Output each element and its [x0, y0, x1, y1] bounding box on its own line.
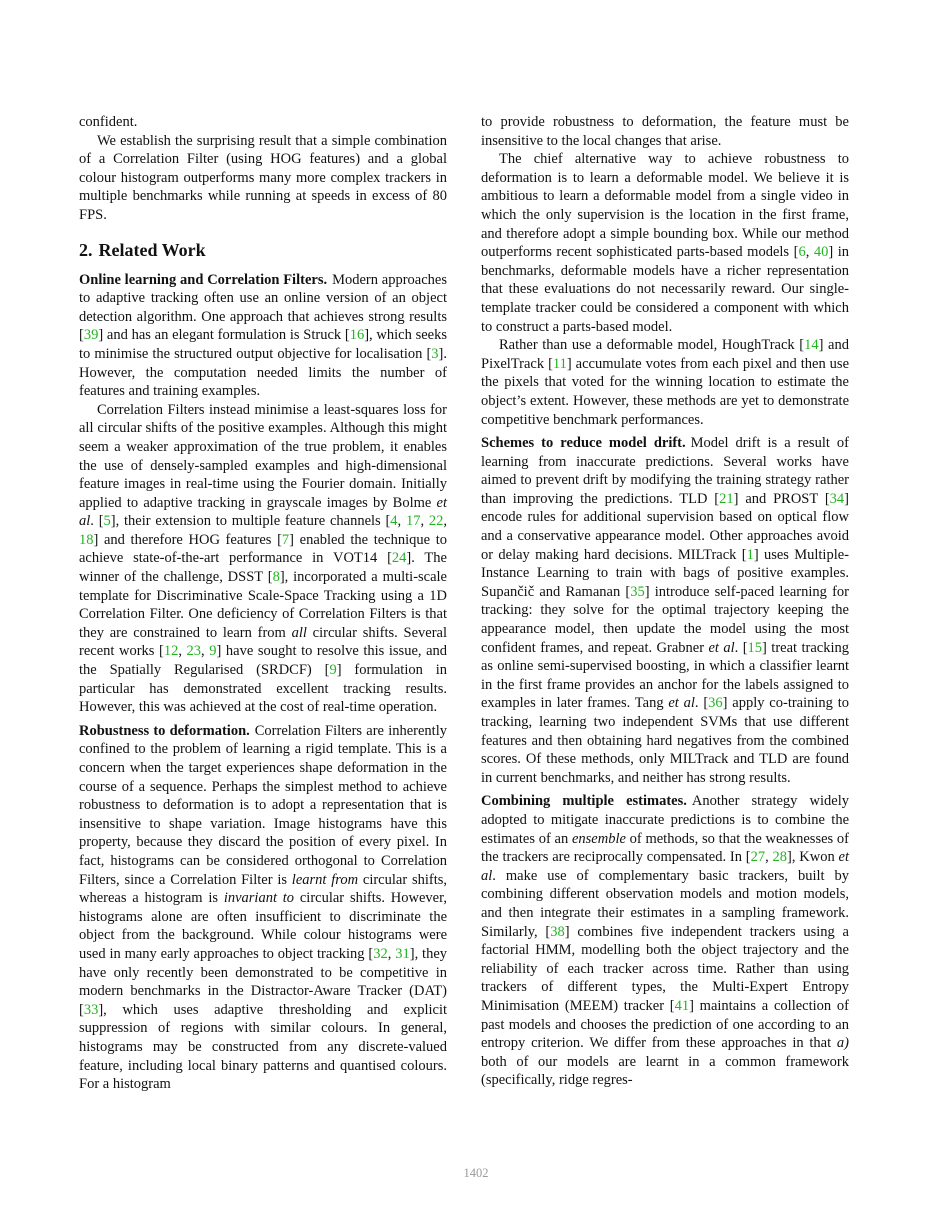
citation-link[interactable]: 27 — [750, 849, 766, 866]
citation-link[interactable]: 33 — [83, 1001, 99, 1018]
text-run: Model drift is a result of learning from inaccurate predictions. Several works have aimed to prevent drift by modifying the training strategy rather than improving the predictions. TLD [ — [481, 435, 849, 507]
citation-link[interactable]: 3 — [431, 345, 439, 362]
text-run: ] formulation in particular has demonstrated excellent tracking results. However, this was achieved at the cost of real-time operation. — [79, 662, 447, 716]
citation-link[interactable]: 17 — [405, 513, 421, 530]
page-number: 1402 — [463, 1166, 489, 1180]
citation-link[interactable]: 22 — [428, 513, 444, 530]
text-run: Another strategy widely adopted to mitigate inaccurate predictions is to combine the estimates of an — [481, 793, 849, 847]
text-run: . [ — [694, 695, 709, 712]
citation-link[interactable]: 11 — [552, 355, 567, 372]
citation-link[interactable]: 40 — [813, 244, 829, 261]
text-run: circular shifts. Several recent works [ — [79, 624, 448, 660]
citation-link[interactable]: 5 — [103, 513, 111, 530]
text-run: ] treat tracking as online semi-supervised boosting, in which a classifier learnt in the first frame provides an anchor for the labels assigned to examples in later frames. Tang — [481, 639, 850, 712]
section-title: Related Work — [98, 239, 206, 260]
emphasis-text: et al — [79, 494, 447, 530]
text-run: ] accumulate votes from each pixel and then use the pixels that voted for the winning location to estimate the object’s extent. However, these methods are yet to demonstrate competitive benchmark performances. — [481, 355, 849, 428]
emphasis-text: invariant to — [223, 890, 295, 907]
intro-paragraph: We establish the surprising result that a simple combination of a Correlation Filter (using HOG features) and a global colour histogram outperforms many more complex trackers in multiple benchmarks while running at speeds in excess of 80 FPS. — [79, 132, 447, 223]
text-run: ], which uses adaptive thresholding and explicit suppression of regions with similar colours. In general, histograms may be constructed from any discrete-valued feature, including local binary patterns and quantised colours. For a histogram — [79, 1001, 447, 1093]
separator: , — [387, 945, 396, 962]
citation-link[interactable]: 16 — [349, 327, 365, 344]
separator: , — [443, 513, 448, 530]
text-run: ] combines five independent trackers using a factorial HMM, modelling both the object trajectory and the reliability of each tracker across time. Rather than using trackers of different types, the Multi-Expert Entropy Minimisation (MEEM) tracker [ — [481, 923, 849, 1014]
citation-link[interactable]: 12 — [163, 643, 179, 660]
combining-estimates-paragraph — [481, 792, 849, 1090]
text-run: . [ — [90, 513, 104, 530]
text-run: Correlation Filters instead minimise a least-squares loss for all circular shifts of the positive examples. Although this might seem a weaker approximation of the true problem, it enables the use of densely-sampled examples and high-dimensional feature images in real-time using the Fourier domain. Initially applied to adaptive tracking in grayscale images by Bolme — [79, 401, 447, 511]
text-run: ], which seeks to minimise the structured output objective for localisation [ — [79, 327, 447, 362]
emphasis-text: ensemble — [571, 830, 626, 847]
citation-link[interactable]: 6 — [798, 244, 806, 261]
separator: , — [178, 643, 187, 660]
citation-link[interactable]: 9 — [329, 662, 337, 679]
separator: , — [420, 513, 429, 530]
text-run: . make use of complementary basic trackers, built by combining different observation models and motion models, and then integrate their estimates in a sampling framework. Similarly, [ — [481, 867, 849, 940]
correlation-filters-paragraph — [79, 401, 447, 717]
citation-link[interactable]: 8 — [272, 569, 280, 586]
left-column — [79, 113, 447, 1094]
separator: , — [201, 643, 210, 660]
text-run: ] in benchmarks, deformable models have a richer representation that these evaluations do not necessarily reward. Our single-template tracker could be considered a component with which to construct a parts-based model. — [481, 244, 850, 335]
text-run: ] introduce self-paced learning for tracking: they solve for the optimal trajectory keeping the appearance model, then update the model using the most confident frames, and repeat. Grabner — [481, 583, 850, 656]
citation-link[interactable]: 36 — [708, 695, 723, 712]
emphasis-text: all — [291, 624, 307, 641]
houghtrack-paragraph — [481, 336, 849, 429]
section-heading — [79, 239, 447, 261]
citation-link[interactable]: 1 — [746, 546, 754, 563]
citation-link[interactable]: 31 — [395, 945, 410, 962]
emphasis-text: et al — [708, 639, 735, 656]
citation-link[interactable]: 32 — [373, 945, 388, 962]
text-run: ] apply co-training to tracking, learning two independent SVMs that use different features and then obtaining hard negatives from the combined scores. Of these methods, only MILTrack and TLD are found in current benchmarks, and neither has strong results. — [481, 695, 849, 786]
section-number: 2. — [79, 239, 93, 260]
citation-link[interactable]: 14 — [804, 337, 819, 354]
text-run: both of our models are learnt in a common framework (specifically, ridge regres- — [481, 1053, 849, 1089]
text-run: ] maintains a collection of past models and chooses the prediction of one according to an entropy criterion. We differ from these approaches in that — [481, 997, 849, 1052]
citation-link[interactable]: 23 — [186, 643, 202, 660]
text-run: ] uses Multiple-Instance Learning to train with bags of positive examples. Supančič and Ramanan [ — [481, 546, 850, 600]
text-run: circular shifts, whereas a histogram is — [79, 871, 447, 907]
run-in-heading: Robustness to deformation. — [79, 722, 250, 739]
emphasis-text: et al — [668, 695, 695, 712]
emphasis-text: a) — [836, 1035, 849, 1052]
text-run: ] enabled the technique to achieve state-of-the-art performance in VOT14 [ — [79, 531, 447, 567]
text-run: ] encode rules for additional supervision based on optical flow and a conservative appearance model. Other approaches avoid or delay making hard decisions. MILTrack [ — [481, 490, 849, 563]
text-run: ]. The winner of the challenge, DSST [ — [79, 550, 447, 586]
online-learning-paragraph — [79, 271, 447, 401]
citation-link[interactable]: 18 — [79, 531, 94, 548]
run-in-heading: Online learning and Correlation Filters. — [79, 271, 328, 288]
model-drift-paragraph — [481, 434, 849, 787]
citation-link[interactable]: 39 — [83, 327, 99, 344]
citation-link[interactable]: 28 — [772, 849, 788, 866]
emphasis-text: learnt from — [291, 871, 359, 888]
citation-link[interactable]: 35 — [630, 583, 645, 600]
text-run: . [ — [734, 639, 748, 656]
text-run: ], their extension to multiple feature channels [ — [110, 513, 391, 530]
continuation-text: to provide robustness to deformation, the feature must be insensitive to the local changes that arise. — [481, 114, 849, 149]
text-run: ], they have only recently been demonstrated to be competitive in modern benchmarks in the Distractor-Aware Tracker (DAT) [ — [79, 945, 448, 1018]
citation-link[interactable]: 24 — [391, 550, 407, 567]
continuation-text: confident. — [79, 114, 138, 130]
text-run: ] and therefore HOG features [ — [93, 531, 282, 548]
text-run: Modern approaches to adaptive tracking often use an online version of an object detection algorithm. One approach that achieves strong results [ — [79, 271, 448, 344]
robustness-paragraph — [79, 722, 447, 1094]
right-column — [481, 113, 849, 1090]
text-run: The chief alternative way to achieve robustness to deformation is to learn a deformable model. We believe it is ambitious to learn a deformable model from a single video in which the only supervision is the location in the first frame, and therefore adopt a simple bounding box. While our method outperforms recent sophisticated parts-based models [ — [481, 151, 849, 261]
text-run: ] and PixelTrack [ — [481, 337, 849, 372]
text-run: ]. However, the computation needed limits the number of features and training examples. — [79, 345, 447, 400]
text-run: of methods, so that the weaknesses of the trackers are reciprocally compensated. In [ — [481, 830, 849, 866]
text-run: Correlation Filters are inherently confined to the problem of learning a rigid template. This is a concern when the target experiences shape deformation in the course of a sequence. Perhaps the simplest method to achieve robustness to deformation is to adopt a representation that is insensitive to shape variation. Image histograms have this property, because they discard the position of every pixel. In fact, histograms can be considered orthogonal to Correlation Filters, since a Correlation Filter is — [79, 722, 447, 888]
citation-link[interactable]: 4 — [390, 513, 398, 530]
text-run: ] have sought to resolve this issue, and the Spatially Regularised (SRDCF) [ — [79, 643, 448, 679]
citation-link[interactable]: 9 — [209, 643, 217, 660]
separator: , — [765, 849, 773, 866]
citation-link[interactable]: 34 — [829, 490, 845, 507]
citation-link[interactable]: 21 — [719, 490, 734, 507]
text-run: ], incorporated a multi-scale template for Discriminative Scale-Space Tracking using a 1D Correlation Filter. One deficiency of Correlation Filters is that they are constrained to learn from — [79, 569, 447, 641]
run-in-heading: Schemes to reduce model drift. — [481, 435, 686, 452]
citation-link[interactable]: 15 — [747, 639, 763, 656]
text-run: ] and has an elegant formulation is Struck [ — [98, 327, 350, 344]
emphasis-text: et al — [481, 849, 850, 884]
deformable-model-paragraph — [481, 150, 849, 336]
text-run: ] and PROST [ — [733, 490, 830, 507]
text-run: Rather than use a deformable model, HoughTrack [ — [499, 337, 805, 354]
text-run: ], Kwon — [787, 849, 839, 866]
separator: , — [805, 244, 814, 261]
citation-link[interactable]: 41 — [674, 997, 690, 1014]
citation-link[interactable]: 7 — [281, 531, 290, 548]
run-in-heading: Combining multiple estimates. — [481, 793, 687, 810]
citation-link[interactable]: 38 — [550, 923, 565, 940]
text-run: circular shifts. However, histograms alone are often insufficient to discriminate the object from the background. While colour histograms were used in many early approaches to object tracking [ — [79, 890, 447, 962]
separator: , — [397, 513, 406, 530]
